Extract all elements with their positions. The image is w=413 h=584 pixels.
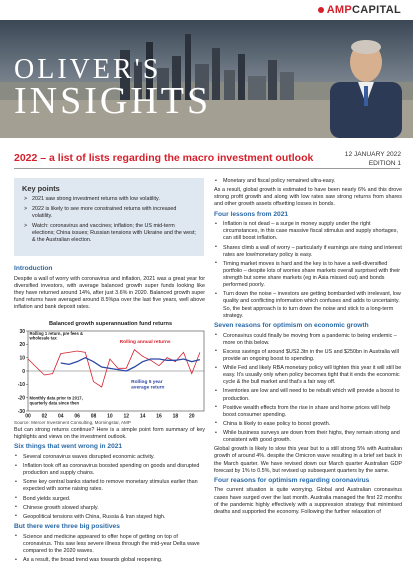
chart-title: Balanced growth superannuation fund returns [49,321,173,327]
x-tick-label: 08 [90,413,97,419]
list-item: • Shares climb a wall of worry – particularly if earnings are rising and interest rates are low/monetary policy is easy. [214,245,402,259]
x-tick-label: 06 [74,413,80,419]
list-item: • While business surveys are down from their highs, they remain strong and consistent with good growth. [214,430,402,444]
list-item: • Science and medicine appeared to offer hope of getting on top of coronavirus. This saw less severe illness through the mid-year Delta wave compared to the 2020 waves. [14,534,205,555]
lessons-heading: Four lessons from 2021 [214,210,289,218]
list-item: • Inflation is not dead – a surge in money supply under the right circumstances, in this case massive fiscal stimulus and supply shortages, can still boost inflation. [214,221,402,242]
list-item: • Several coronavirus waves disrupted economic activity. [14,454,205,461]
key-point: > Watch: coronavirus and vaccines; inflation; the US mid-term elections; China issues; Russian tensions with Ukraine and the west; & the Australian election. [24,223,198,244]
intro-text: Despite a wall of worry with coronavirus and inflation, 2021 was a great year for diversified investors, with average balanced growth super funds looking like they have returned around 14%, after just 3.6% in 2020. Balanced growth super fund returns have averaged around 8.5%pa over the last five years, well above inflation and bank deposit rates. [14,275,205,311]
amp-capital-logo [327,4,401,16]
list-item: • Positive wealth effects from the rise in share and home prices will help boost consumer spending. [214,405,402,419]
y-tick-label: 30 [19,328,25,335]
y-tick-label: 20 [19,342,25,349]
six-things-heading: Six things that went wrong in 2021 [14,443,123,451]
lessons-list [214,221,402,320]
x-tick-label: 04 [57,413,64,419]
key-point: > 2021 saw strong investment returns with low volatility. [24,196,198,203]
chart-source: Source: Mercer Investment Consulting, Morningstar, AMP [14,420,131,425]
x-tick-label: 18 [172,413,179,419]
annotation-5yr: Rolling 5 year average return [131,380,165,391]
x-tick-label: 20 [188,413,195,419]
left-column-bottom [14,427,205,566]
coronavirus-paragraph: The current situation is quite worrying. Global and Australian coronavirus cases have surged over the last month. Australia managed the first 22 months of the pandemic highly effectively with a suppression strategy that minimised deaths and supported the economy. Following the further relaxation of [214,487,402,515]
returns-chart-svg [14,327,210,419]
list-item: • Timing market moves is hard and the key is to have a well-diversified portfolio – despite lots of worries share markets overall surprised with their strength but some share markets (eg in Asia missed out) and bonds performed poorly. [214,261,402,290]
divider [14,168,400,169]
right-column [214,178,402,518]
list-item: • Inventories are low and will need to be rebuilt which will provide a boost to production. [214,388,402,402]
edition-text: EDITION 1 [368,159,401,167]
key-points-box [14,178,204,256]
returns-chart [14,327,210,419]
logo-amp: AMP [326,4,353,16]
list-item: • Some key central banks started to remove monetary stimulus earlier than expected with some raising rates. [14,479,205,493]
intro-heading: Introduction [14,265,53,272]
date-text: 12 JANUARY 2022 [344,151,401,158]
positives-list [14,534,205,565]
logo-capital: CAPITAL [352,4,401,16]
issue-date [345,151,401,169]
summary-text: But can strong returns continue? Here is a simple point form summary of key highlights and views on the investment outlook. [14,427,205,441]
rolling-annual-line [28,350,200,387]
y-tick-label: -10 [17,382,25,389]
positives-heading: But there were three big positives [14,522,120,530]
growth-paragraph: As a result, global growth is estimated to have been nearly 6% and this drove strong profit growth and along with low rates saw strong returns from shares and other growth assets offsetting losses in bonds. [214,187,402,208]
list-item: • Bond yields surged. [14,496,205,503]
y-tick-label: 0 [22,368,25,375]
list-item: • Monetary and fiscal policy remained ultra-easy. [214,178,402,185]
y-tick-label: -30 [17,408,25,415]
x-tick-label: 16 [156,413,162,419]
list-item: • Inflation took off as coronavirus boosted spending on goods and disrupted production and supply chains. [14,463,205,477]
list-item: • Geopolitical tensions with China, Russia & Iran stayed high. [14,514,205,521]
brand-line-2: INSIGHTS [14,80,212,122]
annotation-annual: Rolling annual returns [119,340,171,345]
logo-dot-icon [318,7,324,13]
optimism-growth-list [214,333,402,445]
x-tick-label: 12 [123,413,130,419]
hero-banner [0,20,413,138]
x-tick-label: 02 [41,413,48,419]
continued-list [214,178,402,185]
list-item: • As a result, the broad trend was towards global reopening. [14,557,205,564]
list-item: • Chinese growth slowed sharply. [14,505,205,512]
key-point: > 2022 is likely to see more constrained returns with increased volatility. [24,206,198,220]
optimism-growth-heading: Seven reasons for optimism on economic growth [214,321,369,329]
left-column-top [14,263,205,313]
list-item: • Coronavirus could finally be moving from a pandemic to being endemic – more on this below. [214,333,402,347]
annotation-frequency: Monthly data prior to 2017, quarterly data since then [29,395,83,406]
y-axis-label: Rolling 1 return, pre fees & wholesale tax [29,331,84,341]
x-tick-label: 00 [25,413,31,419]
list-item: • Turn down the noise – investors are getting bombarded with irrelevant, low quality and conflicting information which confuses and adds to uncertainty. So, the best approach is to turn down the noise and stick to a long-term strategy. [214,291,402,320]
six-things-list [14,454,205,521]
x-tick-label: 14 [139,413,146,419]
list-item: • Excess savings of around $US2.3tn in the US and $250bn in Australia will provide an ongoing boost to spending. [214,349,402,363]
forecast-paragraph: Global growth is likely to slow this year but to a still strong 5% with Australian growth of around 4%. despite the Omicron wave resulting in a brief set back in the March quarter. We have revised down our March quarter Australian GDP forecast by 1% to 0.5%, but revised up subsequent quarters by the same. [214,446,402,474]
list-item: • While Fed and likely RBA monetary policy will tighten this year it will still be easy. It's usually only when policy becomes tight that it ends the economic cycle & the bull market and that's a fair way off. [214,365,402,386]
y-tick-label: -20 [17,395,25,402]
y-tick-label: 10 [19,355,25,362]
brand-line-1: OLIVER'S [14,54,162,85]
x-tick-label: 10 [107,413,113,419]
key-points-title: Key points [22,184,60,193]
publication-brand [14,56,211,120]
list-item: • China is likely to ease policy to boost growth. [214,421,402,428]
headline: 2022 – a list of lists regarding the macro investment outlook [14,152,314,164]
optimism-coronavirus-heading: Four reasons for optimism regarding coronavirus [214,476,370,484]
key-points-list [14,196,204,244]
